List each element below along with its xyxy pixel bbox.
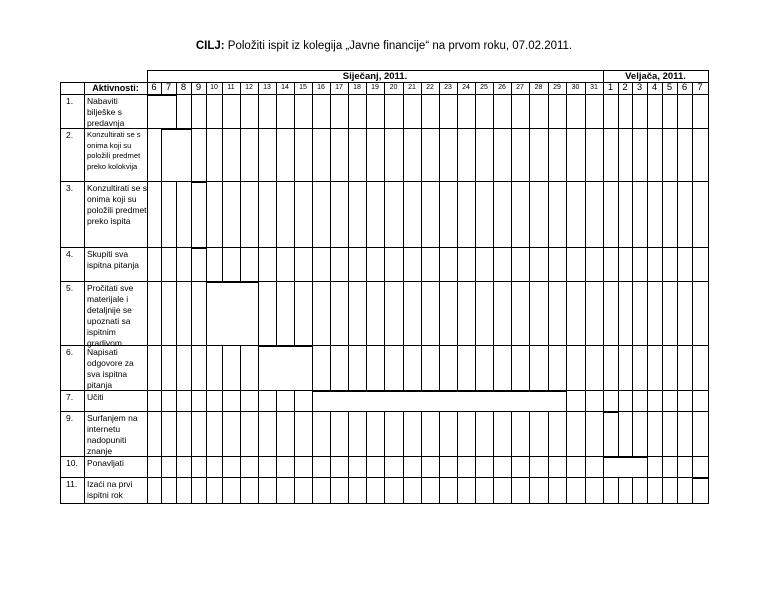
day-header: 25 (480, 84, 488, 91)
day-header: 21 (408, 84, 416, 91)
day-header: 19 (371, 84, 379, 91)
activities-header: Aktivnosti: (92, 83, 139, 93)
column-divider (457, 82, 458, 503)
grid-line (603, 70, 604, 82)
task-bar (603, 412, 619, 457)
column-divider (330, 82, 331, 503)
row-number: 6. (66, 347, 74, 357)
column-divider (276, 82, 277, 503)
row-divider (60, 345, 708, 346)
column-divider (147, 70, 148, 503)
task-bar (147, 95, 177, 129)
activity-label: Napisati odgovore za sva ispitna pitanja (87, 347, 134, 390)
day-header: 5 (666, 82, 673, 93)
row-number: 1. (66, 96, 74, 106)
column-divider (294, 82, 295, 503)
task-bar (206, 282, 259, 346)
row-number: 4. (66, 249, 74, 259)
day-header: 1 (607, 82, 614, 93)
day-header: 3 (636, 82, 643, 93)
day-header: 2 (622, 82, 628, 93)
column-divider (384, 82, 385, 503)
task-bar (692, 478, 709, 504)
column-divider (493, 82, 494, 503)
row-divider (60, 181, 708, 182)
task-bar (312, 391, 567, 412)
row-divider (60, 281, 708, 282)
day-header: 20 (389, 84, 398, 91)
day-header: 11 (227, 84, 235, 91)
task-bar (161, 129, 192, 182)
day-header: 6 (681, 82, 688, 93)
task-bar (603, 457, 648, 478)
row-number: 7. (66, 392, 74, 402)
column-divider (647, 82, 648, 503)
day-header: 12 (245, 84, 253, 91)
activity-label: Izaći na prvi ispitni rok (87, 479, 133, 500)
activity-label: Konzultirati se s onima koji su položili predmet preko ispita (87, 183, 147, 226)
month-header-januar: Siječanj, 2011. (342, 71, 408, 82)
day-header: 8 (180, 82, 187, 93)
day-header: 17 (335, 84, 343, 91)
day-header: 16 (317, 84, 325, 91)
day-header: 15 (299, 84, 307, 91)
activity-label: Konzultirati se s onima koji su položili predmet preko kolokvija (87, 130, 141, 171)
month-header-februar: Veljača, 2011. (625, 71, 686, 82)
task-bar (191, 182, 207, 248)
day-header: 9 (195, 82, 202, 93)
activity-label: Ponavljati (87, 458, 124, 468)
activity-label: Nabaviti bilješke s predavnja (87, 96, 125, 128)
column-divider (692, 82, 693, 503)
task-bar (191, 248, 207, 282)
column-divider (403, 82, 404, 503)
day-header: 6 (151, 82, 157, 93)
activity-label: Učiti (87, 392, 104, 402)
title-prefix: CILJ: (195, 40, 225, 52)
day-header: 28 (534, 84, 543, 91)
day-header: 27 (516, 84, 524, 91)
day-header: 13 (263, 84, 271, 91)
task-bar (258, 346, 313, 391)
column-divider (677, 82, 678, 503)
column-divider (421, 82, 422, 503)
column-divider (662, 82, 663, 503)
day-header: 23 (444, 84, 452, 91)
column-divider (632, 82, 633, 503)
day-header: 22 (426, 84, 434, 91)
day-header: 4 (651, 82, 658, 93)
day-header: 10 (210, 84, 218, 91)
column-divider (475, 82, 476, 503)
column-divider (708, 70, 709, 503)
column-divider (312, 82, 313, 503)
day-header: 29 (553, 84, 561, 91)
activity-label: Skupiti sva ispitna pitanja (87, 249, 139, 270)
row-divider (60, 247, 708, 248)
day-header: 7 (697, 82, 703, 93)
column-divider (548, 82, 549, 503)
row-number: 3. (66, 183, 74, 193)
day-header: 18 (353, 84, 361, 91)
column-divider (566, 82, 567, 503)
activity-label: Pročitati sve materijale i detaljnije se upoznati sa ispitnim gradivom (87, 283, 134, 348)
day-header: 14 (281, 84, 289, 91)
column-divider (348, 82, 349, 503)
row-number: 9. (66, 413, 74, 423)
column-divider (439, 82, 440, 503)
column-divider (585, 82, 586, 503)
row-number: 2. (66, 130, 74, 140)
row-divider (60, 503, 708, 504)
day-header: 31 (590, 84, 598, 91)
row-number: 5. (66, 283, 74, 293)
column-divider (366, 82, 367, 503)
day-header: 26 (498, 84, 506, 91)
column-divider (529, 82, 530, 503)
column-divider (511, 82, 512, 503)
row-number: 10. (66, 458, 78, 468)
day-header: 7 (165, 82, 172, 93)
day-header: 24 (462, 84, 470, 91)
day-header: 30 (571, 84, 580, 91)
title-text: Položiti ispit iz kolegija „Javne financije“ na prvom roku, 07.02.2011. (224, 40, 573, 52)
activity-label: Surfanjem na internetu nadopuniti znanje (87, 413, 138, 456)
row-number: 11. (66, 479, 78, 489)
